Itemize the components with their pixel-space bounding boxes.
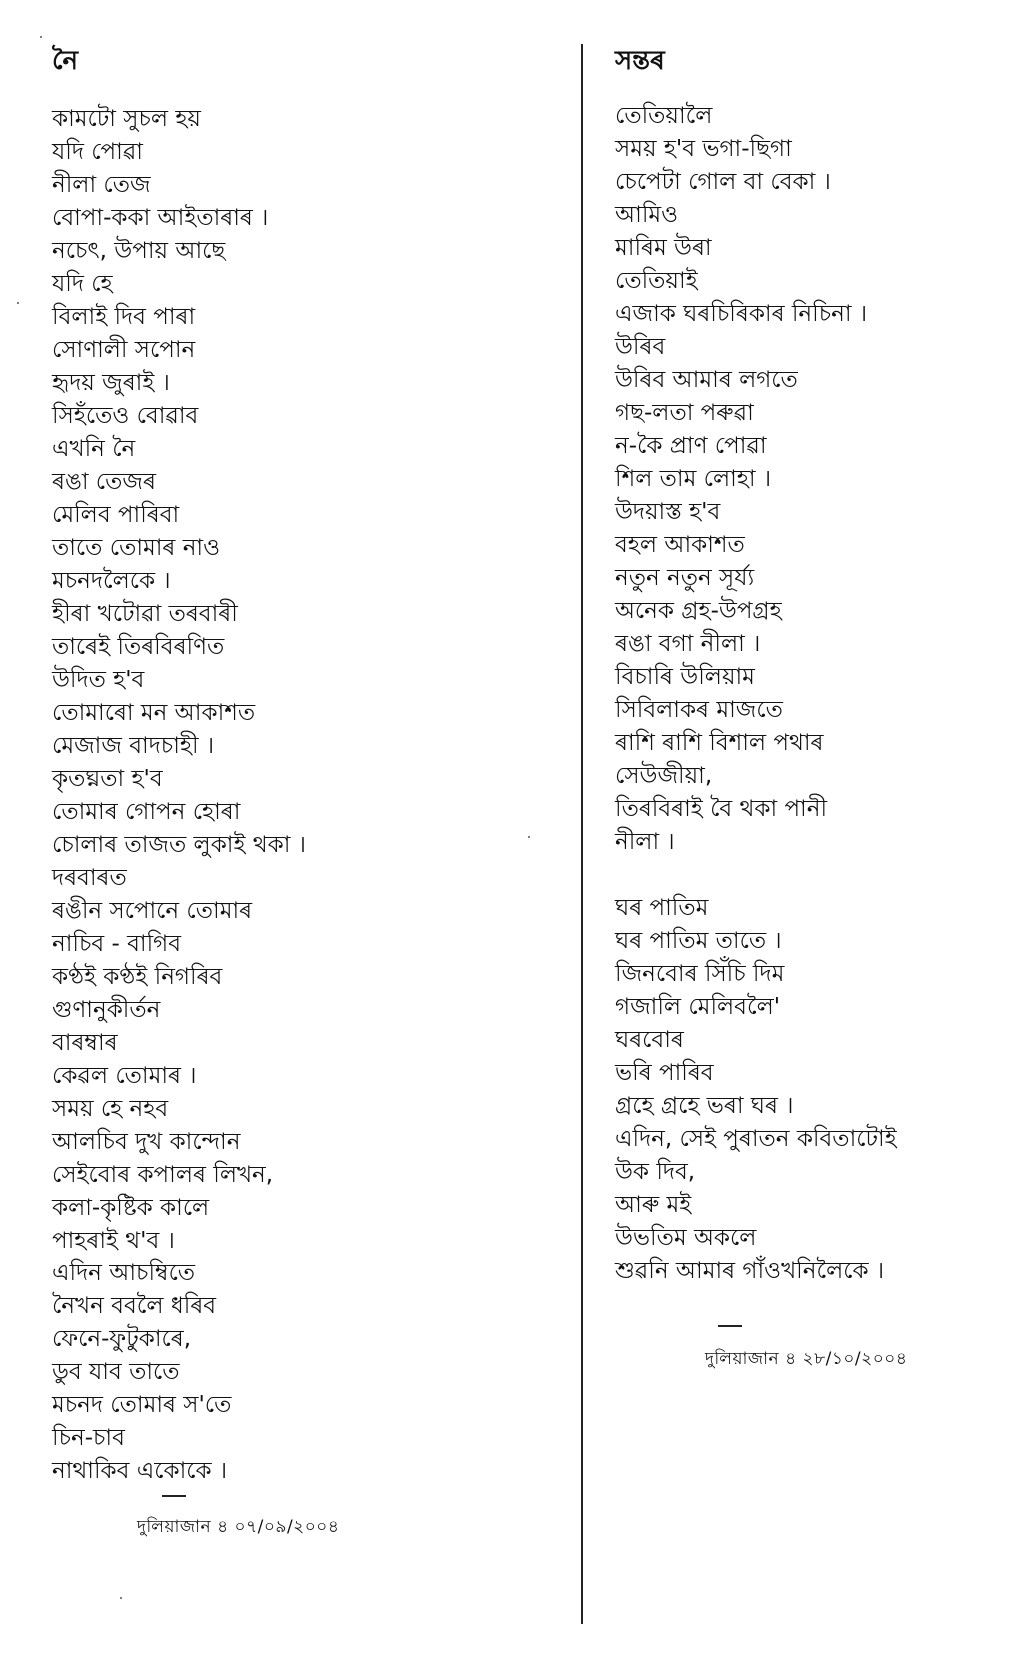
poem-line: বিচাৰি উলিয়াম <box>615 664 755 690</box>
poem-line: কেৱল তোমাৰ । <box>52 1063 197 1089</box>
poem-line: বাৰম্বাৰ <box>52 1030 118 1056</box>
poem-line: কৃতঘ্নতা হ'ব <box>52 766 163 792</box>
signature-dash <box>162 1495 186 1497</box>
scan-speck <box>528 836 530 838</box>
poem-line: নীলা তেজ <box>52 172 151 198</box>
poem-line: গুণানুকীৰ্তন <box>52 997 161 1023</box>
poem-line: ৰঙীন সপোনে তোমাৰ <box>52 898 253 924</box>
poem-line: বোপা-ককা আইতাৰাৰ । <box>52 205 269 231</box>
poem-line: শুৱনি আমাৰ গাঁওখনিলৈকে । <box>615 1258 885 1284</box>
poem-line: ৰাশি ৰাশি বিশাল পথাৰ <box>615 730 824 756</box>
poem-line: ৰঙা তেজৰ <box>52 469 156 495</box>
poem-line: গজালি মেলিবলৈ' <box>615 994 781 1020</box>
poem-line: আমিও <box>615 202 679 228</box>
poem-line: চেপেটা গোল বা বেকা । <box>615 169 831 195</box>
poem-line: উৰিব আমাৰ লগতে <box>615 367 798 393</box>
poem-line: কণ্ঠই কণ্ঠই নিগৰিব <box>52 964 223 990</box>
poem-line: মচনদ তোমাৰ স'তে <box>52 1392 232 1418</box>
stanza <box>52 1257 231 1488</box>
poem-line: এদিন আচম্বিতে <box>52 1260 196 1286</box>
poem-line: সময় হে নহব <box>52 1096 169 1122</box>
poem-line: উৰিব <box>615 334 666 360</box>
poem-line: বহল আকাশত <box>615 532 745 558</box>
poem-line: শিল তাম লোহা । <box>615 466 772 492</box>
poem-title: সন্তৰ <box>615 46 665 76</box>
poem-line: মেলিব পাৰিবা <box>52 502 180 528</box>
poem-line: তিৰবিৰাই বৈ থকা পানী <box>615 796 828 822</box>
poem-line: তোমাৰ গোপন হোৰা <box>52 799 241 825</box>
poem-title: নৈ <box>52 46 79 76</box>
poem-line: কামটো সুচল হয় <box>52 106 201 132</box>
poem-line: নীলা । <box>615 829 675 855</box>
poem-line: উদিত হ'ব <box>52 667 145 693</box>
poem-line: উক দিব, <box>615 1159 696 1185</box>
poem-line: নৈখন ববলৈ ধৰিব <box>52 1293 217 1319</box>
poem-line: তাৰেই তিৰবিৰণিত <box>52 634 225 660</box>
poem-line: যদি পোৱা <box>52 139 143 165</box>
poem-line: মচনদলৈকে । <box>52 568 171 594</box>
poem-line: উদয়াস্ত হ'ব <box>615 499 721 525</box>
poem-line: ফেনে-ফুটুকাৰে, <box>52 1326 192 1352</box>
poem-line: জিনবোৰ সিঁচি দিম <box>615 961 785 987</box>
poem-line: সেউজীয়া, <box>615 763 713 789</box>
poem-line: এজাক ঘৰচিৰিকাৰ নিচিনা । <box>615 301 868 327</box>
poem-line: দৰবাৰত <box>52 865 127 891</box>
scan-speck <box>120 1597 122 1599</box>
poem-line: তেতিয়ালৈ <box>615 103 713 129</box>
poem-line: সেইবোৰ কপালৰ লিখন, <box>52 1162 274 1188</box>
poem-line: ঘৰ পাতিম <box>615 895 709 921</box>
poem-line: ডুব যাব তাতে <box>52 1359 180 1385</box>
poem-line: সোণালী সপোন <box>52 337 196 363</box>
poem-line: ঘৰ পাতিম তাতে । <box>615 928 782 954</box>
poem-line: সময় হ'ব ভগা-ছিগা <box>615 136 792 162</box>
poem-line: ন-কৈ প্ৰাণ পোৱা <box>615 433 767 459</box>
poem-line: কলা-কৃষ্টিক কালে <box>52 1195 210 1221</box>
poem-line: গছ-লতা পৰুৱা <box>615 400 754 426</box>
poem-line: হীৰা খটোৱা তৰবাৰী <box>52 601 238 627</box>
poem-line: ৰঙা বগা নীলা । <box>615 631 761 657</box>
poem-line: ঘৰবোৰ <box>615 1027 684 1053</box>
poem-line: চিন-চাব <box>52 1425 125 1451</box>
poem-line: আৰু মই <box>615 1192 692 1218</box>
signature: দুলিয়াজান ৪ ০৭/০৯/২০০৪ <box>137 1517 340 1537</box>
stanza <box>615 100 867 859</box>
poem-line: তেতিয়াই <box>615 268 698 294</box>
poem-line: আলচিব দুখ কান্দোন <box>52 1129 241 1155</box>
poem-line: নতুন নতুন সূৰ্য্য <box>615 565 755 591</box>
poem-line: নাচিব - বাগিব <box>52 931 182 957</box>
poem-line: সিবিলাকৰ মাজতে <box>615 697 783 723</box>
stanza <box>52 763 306 1258</box>
poem-line: নাথাকিব একোকে । <box>52 1458 228 1484</box>
poem-line: এখনি নৈ <box>52 436 136 462</box>
poem-line: বিলাই দিব পাৰা <box>52 304 196 330</box>
poem-line: হৃদয় জুৰাই । <box>52 370 170 396</box>
scan-speck <box>40 36 42 38</box>
signature-dash <box>718 1325 742 1327</box>
poem-line: গ্ৰহে গ্ৰহে ভৰা ঘৰ । <box>615 1093 794 1119</box>
poem-line: নচেৎ, উপায় আছে <box>52 238 226 264</box>
poem-line: সিহঁতেও বোৱাব <box>52 403 199 429</box>
poem-line: মেজাজ বাদচাহী । <box>52 733 215 759</box>
poem-line: ভৰি পাৰিব <box>615 1060 714 1086</box>
poem-line: উভতিম অকলে <box>615 1225 757 1251</box>
poem-line: তাতে তোমাৰ নাও <box>52 535 221 561</box>
poem-line: যদি হে <box>52 271 113 297</box>
poem-line: পাহৰাই থ'ব । <box>52 1228 175 1254</box>
column-divider <box>581 44 583 1624</box>
stanza <box>615 892 897 1288</box>
poem-line: এদিন, সেই পুৰাতন কবিতাটোই <box>615 1126 897 1152</box>
poem-line: চোলাৰ তাজত লুকাই থকা । <box>52 832 306 858</box>
signature: দুলিয়াজান ৪ ২৮/১০/২০০৪ <box>705 1349 908 1369</box>
poem-line: মাৰিম উৰা <box>615 235 712 261</box>
scan-speck <box>17 302 19 304</box>
poem-line: অনেক গ্ৰহ-উপগ্ৰহ <box>615 598 782 624</box>
poem-line: তোমাৰো মন আকাশত <box>52 700 256 726</box>
stanza <box>52 103 268 763</box>
